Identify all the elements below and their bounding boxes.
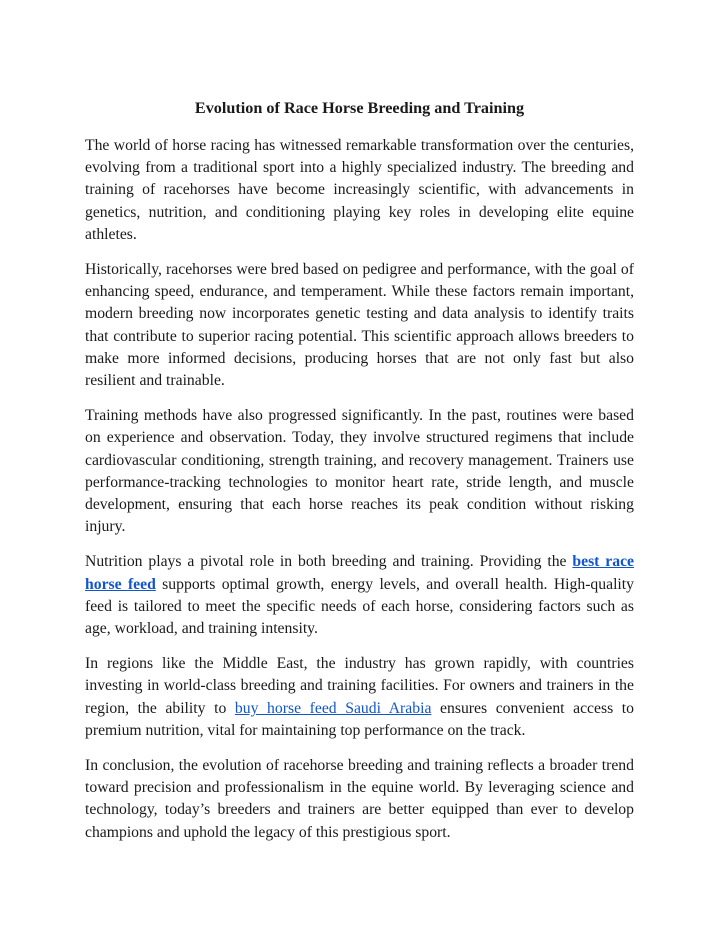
- buy-horse-feed-saudi-arabia-link[interactable]: buy horse feed Saudi Arabia: [234, 699, 432, 717]
- document-page: [85, 96, 634, 857]
- paragraph-training-methods: Training methods have also progressed significantly. In the past, routines were based on experience and observation. Today, they involve structured regimens that include cardiovascular conditioning, strength training, and recovery management. Trainers use performance-tracking technologies to monitor heart rate, stride length, and muscle development, ensuring that each horse reaches its peak condition without risking injury.: [85, 407, 634, 536]
- paragraph-middle-east-text-after: ensures convenient access to premium nutrition, vital for maintaining top performance on the track.: [85, 699, 635, 739]
- best-race-horse-feed-link[interactable]: best race horse feed: [85, 553, 634, 593]
- paragraph-conclusion: In conclusion, the evolution of racehorse breeding and training reflects a broader trend toward precision and professionalism in the equine world. By leveraging science and technology, today’s breeders and trainers are better equipped than ever to develop champions and uphold the legacy of this prestigious sport.: [85, 757, 634, 841]
- paragraph-nutrition-text-after: supports optimal growth, energy levels, and overall health. High-quality feed is tailored to meet the specific needs of each horse, considering factors such as age, workload, and training intensity.: [85, 575, 634, 638]
- paragraph-nutrition: [85, 551, 634, 640]
- paragraph-middle-east-text-before: In regions like the Middle East, the industry has grown rapidly, with countries investing in world-class breeding and training facilities. For owners and trainers in the region, the ability to: [85, 655, 634, 717]
- document-title: Evolution of Race Horse Breeding and Training: [194, 99, 525, 117]
- paragraph-breeding-history: Historically, racehorses were bred based on pedigree and performance, with the goal of enhancing speed, endurance, and temperament. While these factors remain important, modern breeding now incorporates genetic testing and data analysis to identify traits that contribute to superior racing potential. This scientific approach allows breeders to make more informed decisions, producing horses that are not only fast but also resilient and trainable.: [85, 261, 634, 390]
- paragraph-middle-east: [85, 653, 634, 742]
- paragraph-nutrition-text-before: Nutrition plays a pivotal role in both breeding and training. Providing the: [85, 553, 573, 571]
- paragraph-intro: The world of horse racing has witnessed remarkable transformation over the centuries, evolving from a traditional sport into a highly specialized industry. The breeding and training of racehorses have become increasingly scientific, with advancements in genetics, nutrition, and conditioning playing key roles in developing elite equine athletes.: [85, 137, 634, 243]
